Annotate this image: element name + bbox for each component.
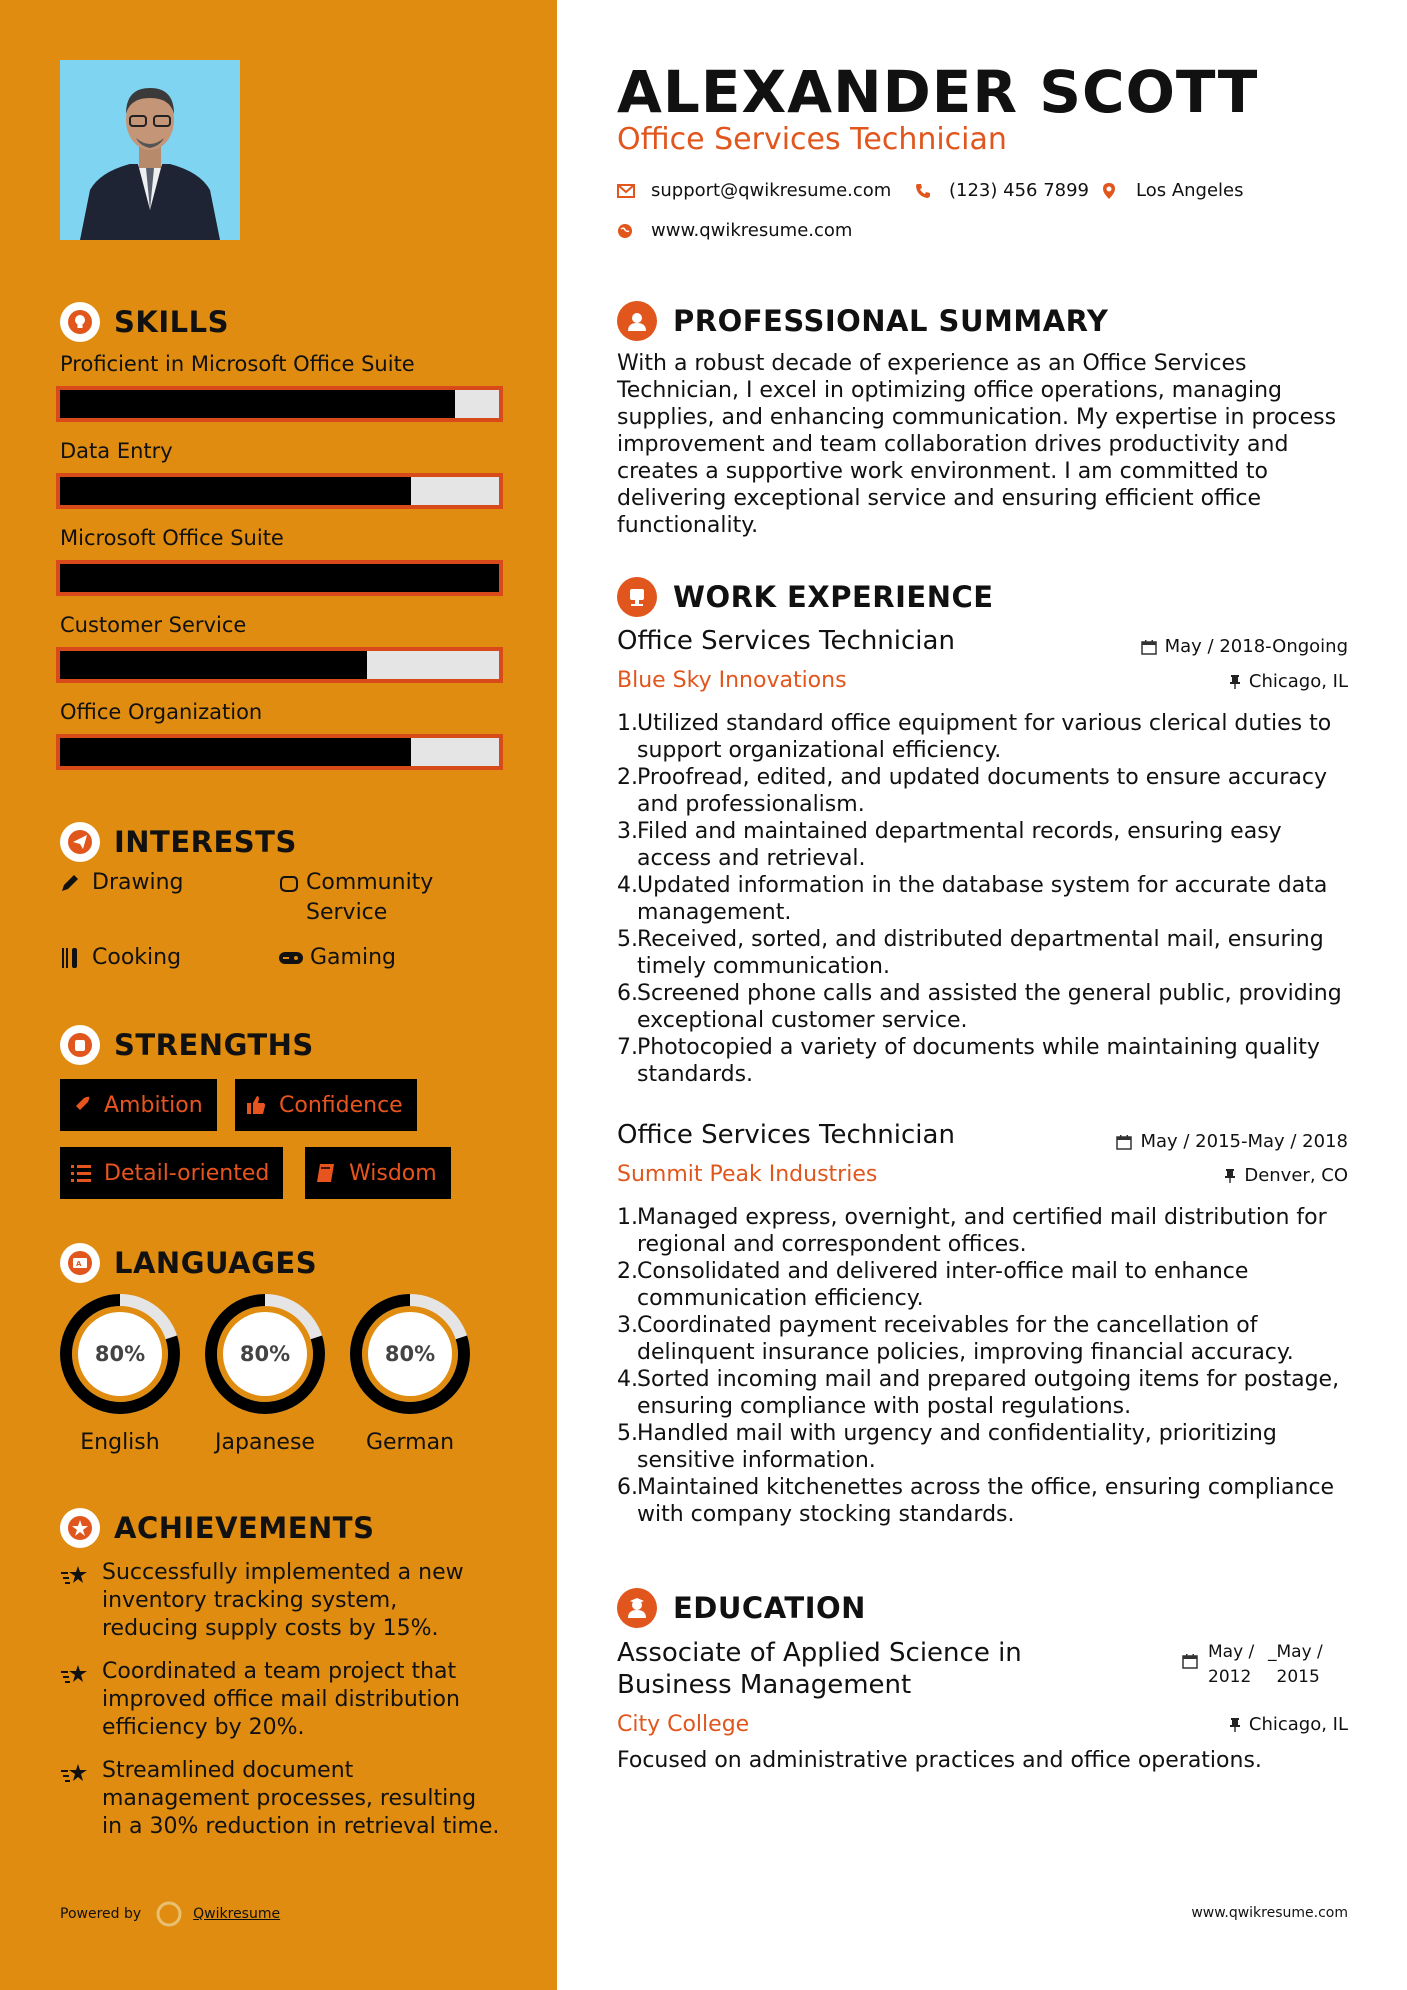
job-dates: May / 2015-May / 2018 [1116, 1131, 1348, 1152]
skill-bar [56, 473, 503, 509]
education-location: Chicago, IL [1229, 1714, 1348, 1735]
user-icon [617, 301, 657, 341]
skill-bar [56, 386, 503, 422]
job-title: Office Services Technician [617, 626, 955, 656]
pushpin-icon [1229, 674, 1241, 690]
skill-bar [56, 734, 503, 770]
summary-section-header [617, 299, 1108, 343]
language-item [58, 1292, 182, 1455]
briefcase-icon [617, 577, 657, 617]
powered-by: Powered by Qwikresume [60, 1900, 280, 1928]
achievements-section-header [60, 1506, 374, 1550]
school-name: City College [617, 1712, 750, 1737]
achievement-item: Coordinated a team project that improved office mail distribution efficiency by 20%. [60, 1658, 500, 1742]
qwikresume-link[interactable]: Qwikresume [193, 1906, 281, 1922]
experience-title: WORK EXPERIENCE [673, 580, 994, 614]
calendar-icon [1182, 1640, 1198, 1690]
profile-photo [60, 60, 240, 240]
candidate-role: Office Services Technician [617, 122, 1007, 157]
pencil-icon [60, 868, 86, 898]
language-item [348, 1292, 472, 1455]
education-title: EDUCATION [673, 1591, 866, 1625]
duty-item: 3. Coordinated payment receivables for the cancellation of delinquent insurance policies, improving financial accuracy. [617, 1313, 1294, 1365]
list-icon [70, 1158, 98, 1188]
shooting-star-icon [60, 1757, 90, 1791]
map-marker-icon [1102, 182, 1122, 200]
footer-website[interactable]: www.qwikresume.com [1191, 1905, 1348, 1921]
duty-item: 5. Handled mail with urgency and confidentiality, prioritizing sensitive information. [617, 1421, 1277, 1473]
job-duties [617, 710, 1357, 1088]
education-dates: May / 2012 _ May / 2015 [1182, 1640, 1331, 1690]
skill-label: Data Entry [60, 439, 173, 463]
language-item [203, 1292, 327, 1455]
envelope-icon [617, 184, 637, 198]
strength-badge: Detail-oriented [60, 1147, 283, 1199]
job-duties [617, 1204, 1357, 1528]
language-percent: 80% [239, 1342, 291, 1366]
rocket-icon [70, 1090, 98, 1120]
language-name: German [365, 1430, 455, 1455]
shooting-star-icon [60, 1658, 90, 1692]
duty-item: 6. Maintained kitchenettes across the office, ensuring compliance with company stocking standards. [617, 1475, 1335, 1527]
duty-item: 2. Proofread, edited, and updated documents to ensure accuracy and professionalism. [617, 765, 1327, 817]
interest-item: Gaming [278, 943, 478, 973]
gamepad-icon [278, 943, 304, 973]
duty-item: 7. Photocopied a variety of documents while maintaining quality standards. [617, 1035, 1320, 1087]
strengths-section-header [60, 1023, 314, 1067]
skill-label: Proficient in Microsoft Office Suite [60, 352, 415, 376]
degree-title: Associate of Applied Science in Business Management [617, 1638, 1022, 1700]
skill-fill [60, 564, 499, 592]
interest-item: Cooking [60, 943, 260, 973]
skill-fill [60, 390, 455, 418]
svg-text:A: A [76, 1260, 82, 1268]
achievement-item: Successfully implemented a new inventory tracking system, reducing supply costs by 15%. [60, 1559, 500, 1643]
summary-title: PROFESSIONAL SUMMARY [673, 304, 1109, 338]
strength-badge: Wisdom [305, 1147, 451, 1199]
duty-item: 4. Updated information in the database system for accurate data management. [617, 873, 1328, 925]
language-percent: 80% [94, 1342, 146, 1366]
pushpin-icon [1224, 1168, 1236, 1184]
duty-item: 3. Filed and maintained departmental records, ensuring easy access and retrieval. [617, 819, 1282, 871]
duty-item: 1. Utilized standard office equipment for various clerical duties to support organizational efficiency. [617, 711, 1332, 763]
language-percent: 80% [384, 1342, 436, 1366]
graduate-icon [617, 1588, 657, 1628]
star-icon [60, 1508, 100, 1548]
main-content [557, 0, 1407, 1990]
fist-icon [60, 1025, 100, 1065]
duty-item: 2. Consolidated and delivered inter-office mail to enhance communication efficiency. [617, 1259, 1249, 1311]
interest-item: Drawing [60, 868, 260, 898]
skill-fill [60, 738, 411, 766]
contact-website[interactable]: www.qwikresume.com [617, 220, 852, 241]
duty-item: 5. Received, sorted, and distributed departmental mail, ensuring timely communication. [617, 927, 1324, 979]
job-company: Summit Peak Industries [617, 1162, 878, 1187]
pushpin-icon [1229, 1717, 1241, 1733]
skill-fill [60, 651, 367, 679]
education-section-header [617, 1586, 866, 1630]
thumbs-up-icon [245, 1090, 273, 1120]
skill-bar [56, 647, 503, 683]
strength-badge: Confidence [235, 1079, 417, 1131]
skill-label: Customer Service [60, 613, 247, 637]
phone-icon [915, 183, 935, 199]
interests-section-header [60, 820, 297, 864]
calendar-icon [1116, 1134, 1132, 1150]
contact-email[interactable]: support@qwikresume.com [617, 180, 891, 201]
education-end: May / 2015 [1276, 1642, 1323, 1687]
education-start: May / 2012 [1208, 1642, 1255, 1687]
skill-label: Microsoft Office Suite [60, 526, 284, 550]
interest-item: Community Service [278, 868, 478, 928]
summary-text: With a robust decade of experience as an Office Services Technician, I excel in optimizing office operations, managing supplies, and enhancing communication. My expertise in process improvement and team collaboration drives productivity and creates a supportive work environment. I am committed to delivering exceptional service and ensuring efficient office functionality. [617, 351, 1337, 538]
job-title: Office Services Technician [617, 1120, 955, 1150]
globe-icon [617, 223, 637, 239]
skill-fill [60, 477, 411, 505]
job-location: Denver, CO [1224, 1165, 1348, 1186]
duty-item: 1. Managed express, overnight, and certified mail distribution for regional and correspondent offices. [617, 1205, 1327, 1257]
duty-item: 4. Sorted incoming mail and prepared outgoing items for postage, ensuring compliance with postal regulations. [617, 1367, 1340, 1419]
job-company: Blue Sky Innovations [617, 668, 847, 693]
utensils-icon [60, 943, 86, 973]
experience-section-header [617, 575, 994, 619]
languages-title: LANGUAGES [114, 1246, 318, 1280]
contact-phone[interactable]: (123) 456 7899 [915, 180, 1089, 201]
education-description: Focused on administrative practices and office operations. [617, 1748, 1262, 1773]
sidebar [0, 0, 557, 1990]
skills-section-header [60, 300, 229, 344]
skill-bar [56, 560, 503, 596]
language-name: Japanese [215, 1430, 315, 1455]
language-name: English [80, 1430, 160, 1455]
achievements-title: ACHIEVEMENTS [114, 1511, 375, 1545]
achievement-item: Streamlined document management processes, resulting in a 30% reduction in retrieval time. [60, 1757, 500, 1841]
interests-title: INTERESTS [114, 825, 297, 859]
contact-location: Los Angeles [1102, 180, 1244, 201]
duty-item: 6. Screened phone calls and assisted the general public, providing exceptional customer service. [617, 981, 1342, 1033]
job-dates: May / 2018-Ongoing [1141, 636, 1348, 657]
shooting-star-icon [60, 1559, 90, 1593]
job-location: Chicago, IL [1229, 671, 1348, 692]
candidate-name: ALEXANDER SCOTT [617, 58, 1259, 126]
language-icon [60, 1243, 100, 1283]
paper-plane-icon [60, 822, 100, 862]
lightbulb-icon [60, 302, 100, 342]
qwikresume-logo-icon [155, 1900, 183, 1928]
calendar-icon [1141, 639, 1157, 655]
languages-section-header [60, 1241, 317, 1285]
skill-label: Office Organization [60, 700, 263, 724]
hand-icon [278, 868, 300, 898]
person-avatar-icon [60, 60, 240, 240]
strengths-title: STRENGTHS [114, 1028, 314, 1062]
strength-badge: Ambition [60, 1079, 217, 1131]
skills-title: SKILLS [114, 305, 229, 339]
book-icon [315, 1158, 343, 1188]
